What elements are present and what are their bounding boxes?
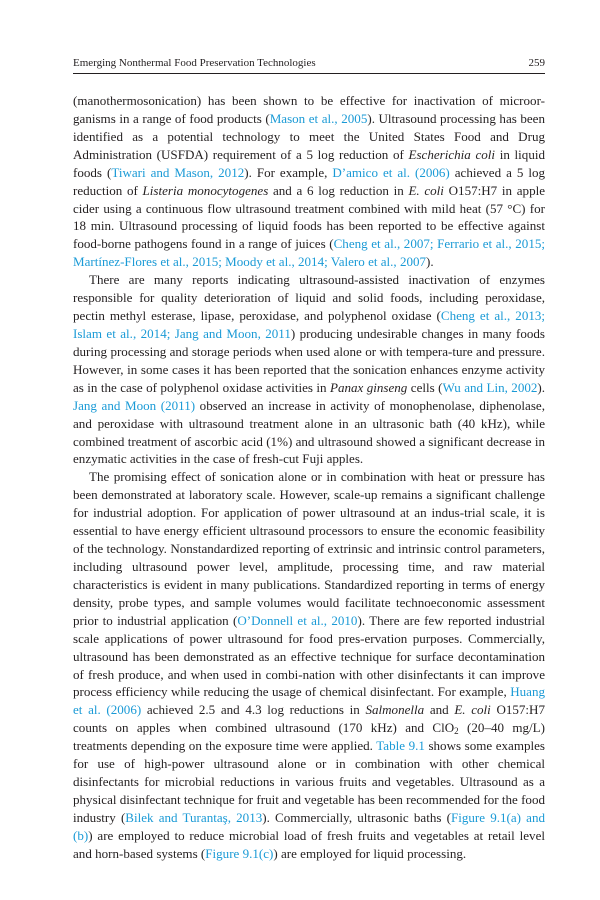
figure-link[interactable]: Figure 9.1(c) [205, 845, 274, 861]
text: achieved 2.5 and 4.3 log reductions in [141, 702, 366, 718]
citation-link[interactable]: Tiwari and Mason, 2012 [111, 164, 245, 180]
running-title: Emerging Nonthermal Food Preservation Technologies [73, 57, 316, 69]
text: (20–40 mg/L) treatments depending on the exposure time were applied. [73, 720, 545, 754]
text: ) are employed to reduce microbial load of fresh fruits and vegetables at retail level and horn-based systems ( [73, 827, 545, 861]
text: ) producing undesirable changes in many foods during processing and storage periods when used alone or with tempera-ture and pressure. However, in some cases it has been reported that the sonication enhances enzyme activity as in the case of polyphenol oxidase activities in [73, 325, 545, 395]
citation-link[interactable]: Huang et al. (2006) [73, 684, 545, 718]
text: (manothermosonication) has been shown to be effective for inactivation of microor-ganisms in a range of food products ( [73, 93, 545, 126]
text: and a 6 log reduction in [268, 182, 409, 198]
citation-link[interactable]: Mason et al., 2005 [269, 110, 368, 126]
text: shows some examples for use of high-power ultrasound alone or in combination with other chemical disinfectants for microbial reductions in various fruits and vegetables. Ultrasound as a physical disinfectant technique for fruit and vegetable has been recommended for the food industry ( [73, 738, 546, 825]
citation-link[interactable]: Cheng et al., 2013; Islam et al., 2014; Jang and Moon, 2011 [73, 308, 546, 341]
species-name: E. coli [408, 182, 444, 198]
citation-link[interactable]: Jang and Moon (2011) [73, 397, 196, 413]
text: The promising effect of sonication alone or in combination with heat or pressure has been demonstrated at laboratory scale. However, scale-up remains a significant challenge for industrial adoption. For application of power ultrasound at an indus-trial scale, it is essential to have energy efficient ultrasound processors to ensure the economic feasibility of the technology. Nonstandardized reporting of extrinsic and intrinsic control parameters, including ultrasound power level, amplitude, processing time, and raw material characteristics is evident in many publications. Standardized reporting in terms of energy density, probe types, and sample volumes would facilitate technoeconomic assessment prior to industrial application ( [73, 469, 545, 628]
text: ) are employed for liquid processing. [273, 845, 467, 861]
text: O157:H7 in apple cider using a continuous flow ultrasound treatment combined with mild heat (57 °C) for 18 min. Ultrasound processing of liquid foods has been reported to be effective against food-borne pathogens found in a range of juices ( [73, 182, 546, 252]
species-name: Escherichia coli [408, 146, 496, 162]
text: ). [537, 379, 546, 395]
species-name: E. coli [454, 702, 491, 718]
body-text [73, 92, 545, 863]
paragraph-2 [73, 271, 545, 468]
species-name: Listeria monocytogenes [142, 182, 269, 198]
text: ). For example, [244, 164, 333, 180]
text: O157:H7 counts on apples when combined ultrasound (170 kHz) and ClO [73, 702, 546, 736]
figure-link[interactable]: Figure 9.1(a) and (b) [73, 809, 545, 843]
text: observed an increase in activity of monophenolase, diphenolase, and peroxidase with ultrasound treatment alone in an ultrasonic bath (40 kHz), while combined treatment of ascorbic acid (1%) and ultrasound showed a significant decrease in enzymatic activities in the case of fresh-cut Fuji apples. [73, 397, 545, 467]
citation-link[interactable]: Wu and Lin, 2002 [442, 379, 538, 395]
text: There are many reports indicating ultrasound-assisted inactivation of enzymes responsible for quality deterioration of liquid and solid foods, including peroxidase, pectin methyl esterase, lipase, peroxidase, and polyphenol oxidase ( [73, 272, 545, 324]
text: cells ( [407, 379, 443, 395]
citation-link[interactable]: D’amico et al. (2006) [332, 164, 450, 180]
page-number: 259 [528, 57, 545, 69]
citation-link[interactable]: O’Donnell et al., 2010 [237, 612, 358, 628]
text: ). There are few reported industrial scale applications of power ultrasound for food pres-ervation purposes. Commercially, ultrasound has been demonstrated as an effective technique for surface decontamination of fresh produce, and when used in combi-nation with other disinfectants it can improve process efficiency while reducing the usage of chemical disinfectant. For example, [73, 612, 545, 700]
header-rule [73, 73, 545, 74]
text: and [424, 702, 455, 718]
citation-link[interactable]: Cheng et al., 2007; Ferrario et al., 2015; Martínez-Flores et al., 2015; Moody et al., 2014; Valero et al., 2007 [73, 236, 545, 270]
text: ). Ultrasound processing has been identified as a potential technology to meet the United States Food and Drug Administration (USFDA) requirement of a 5 log reduction of [73, 110, 546, 162]
paragraph-1 [73, 92, 545, 271]
species-name: Salmonella [365, 702, 425, 718]
running-header [73, 57, 545, 73]
text: in liquid foods ( [73, 146, 545, 180]
paragraph-3 [73, 468, 545, 862]
species-name: Panax ginseng [329, 379, 408, 395]
text: ). Commercially, ultrasonic baths ( [262, 809, 451, 825]
citation-link[interactable]: Bilek and Turantaş, 2013 [125, 809, 263, 825]
text: achieved a 5 log reduction of [73, 164, 545, 198]
subscript: 2 [454, 726, 459, 737]
table-link[interactable]: Table 9.1 [376, 738, 425, 754]
text: ). [426, 254, 434, 270]
